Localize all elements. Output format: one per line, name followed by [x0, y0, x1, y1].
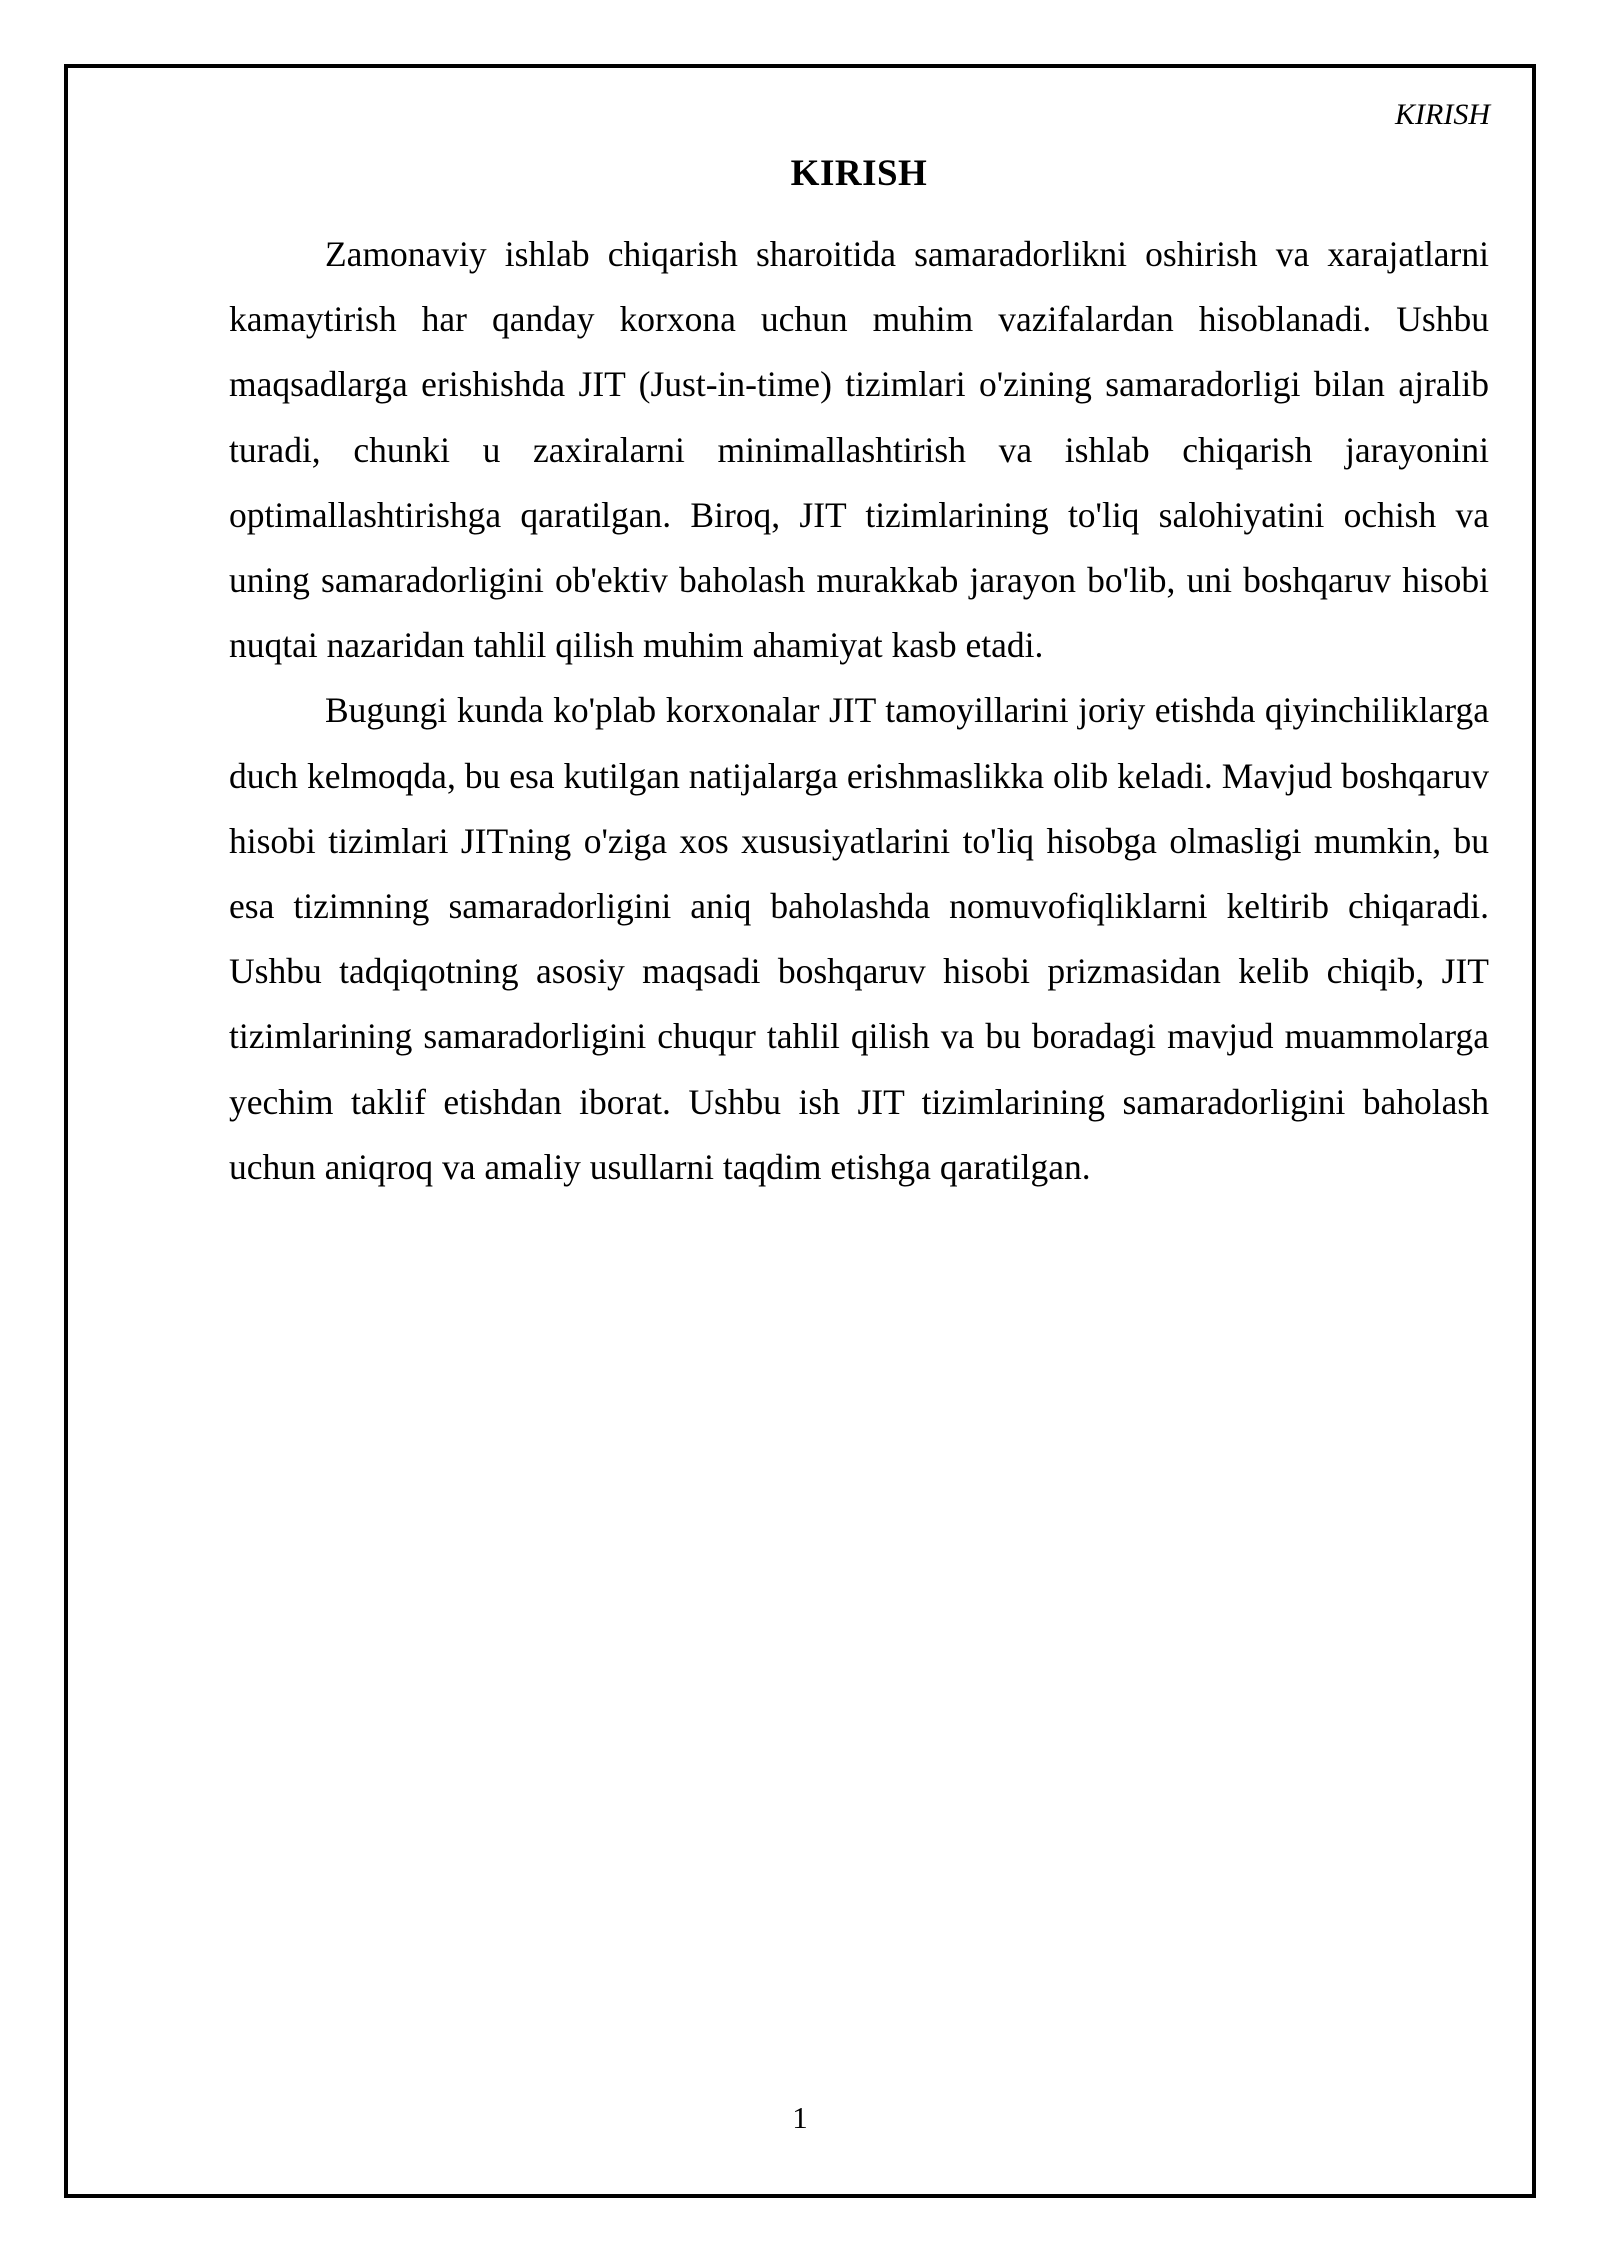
document-body — [229, 148, 1489, 1200]
running-header: KIRISH — [1395, 98, 1490, 131]
paragraph-1: Zamonaviy ishlab chiqarish sharoitida samaradorlikni oshirish va xarajatlarni kamaytirish har qanday korxona uchun muhim vazifalardan hisoblanadi. Ushbu maqsadlarga erishishda JIT (Just-in-time) tizimlari o'zining samaradorligi bilan ajralib turadi, chunki u zaxiralarni minimallashtirish va ishlab chiqarish jarayonini optimallashtirishga qaratilgan. Biroq, JIT tizimlarining to'liq salohiyatini ochish va uning samaradorligini ob'ektiv baholash murakkab jarayon bo'lib, uni boshqaruv hisobi nuqtai nazaridan tahlil qilish muhim ahamiyat kasb etadi. — [229, 234, 1489, 666]
page-number: 1 — [792, 2100, 808, 2135]
section-title: KIRISH — [790, 153, 928, 194]
paragraph-2: Bugungi kunda ko'plab korxonalar JIT tamoyillarini joriy etishda qiyinchiliklarga duch kelmoqda, bu esa kutilgan natijalarga erishmaslikka olib keladi. Mavjud boshqaruv hisobi tizimlari JITning o'ziga xos xususiyatlarini to'liq hisobga olmasligi mumkin, bu esa tizimning samaradorligini aniq baholashda nomuvofiqliklarni keltirib chiqaradi. Ushbu tadqiqotning asosiy maqsadi boshqaruv hisobi prizmasidan kelib chiqib, JIT tizimlarining samaradorligini chuqur tahlil qilish va bu boradagi mavjud muammolarga yechim taklif etishdan iborat. Ushbu ish JIT tizimlarining samaradorligini baholash uchun aniqroq va amaliy usullarni taqdim etishga qaratilgan. — [229, 690, 1489, 1187]
